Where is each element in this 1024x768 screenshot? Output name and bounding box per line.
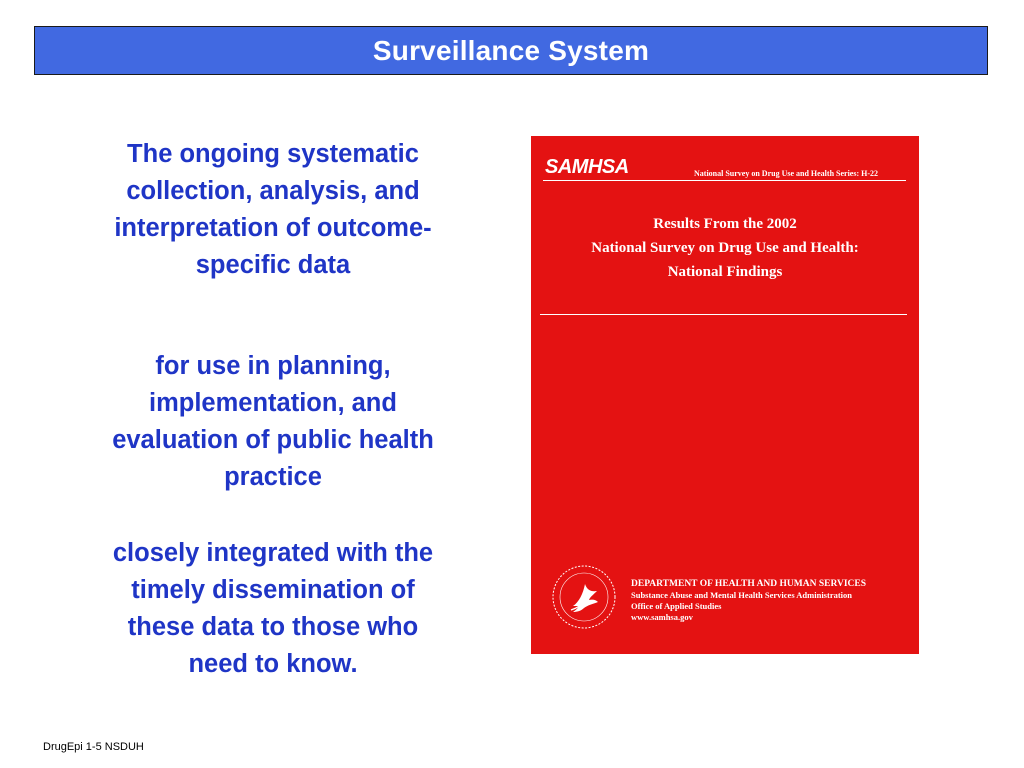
- cover-top-rule: [543, 180, 906, 181]
- definition-paragraph-3: closely integrated with the timely dissemination of these data to those who need to know.: [112, 539, 434, 678]
- department-name: DEPARTMENT OF HEALTH AND HUMAN SERVICES: [631, 579, 867, 589]
- definition-paragraph-1: The ongoing systematic collection, analysis, and interpretation of outcome-specific data: [114, 140, 432, 279]
- slide-footer: DrugEpi 1-5 NSDUH: [43, 741, 144, 753]
- cover-title-line-2: National Survey on Drug Use and Health:: [591, 240, 859, 256]
- hhs-eagle-seal-icon: [551, 564, 617, 630]
- report-cover-image: [531, 136, 919, 654]
- samhsa-logo: SAMHSA: [545, 156, 629, 178]
- cover-department-block: [631, 579, 866, 623]
- website: www.samhsa.gov: [631, 612, 693, 622]
- cover-title-line-1: Results From the 2002: [653, 216, 797, 232]
- slide-title: Surveillance System: [372, 34, 650, 66]
- cover-title: [531, 212, 919, 284]
- slide-title-bar: [34, 26, 988, 75]
- office-name: Office of Applied Studies: [631, 601, 722, 611]
- cover-title-line-3: National Findings: [667, 264, 783, 280]
- agency-name: Substance Abuse and Mental Health Services Administration: [631, 590, 853, 600]
- definition-paragraph-2: for use in planning, implementation, and evaluation of public health practice: [112, 352, 434, 491]
- report-series-label: National Survey on Drug Use and Health Series: H-22: [694, 169, 878, 178]
- cover-middle-rule: [540, 314, 907, 315]
